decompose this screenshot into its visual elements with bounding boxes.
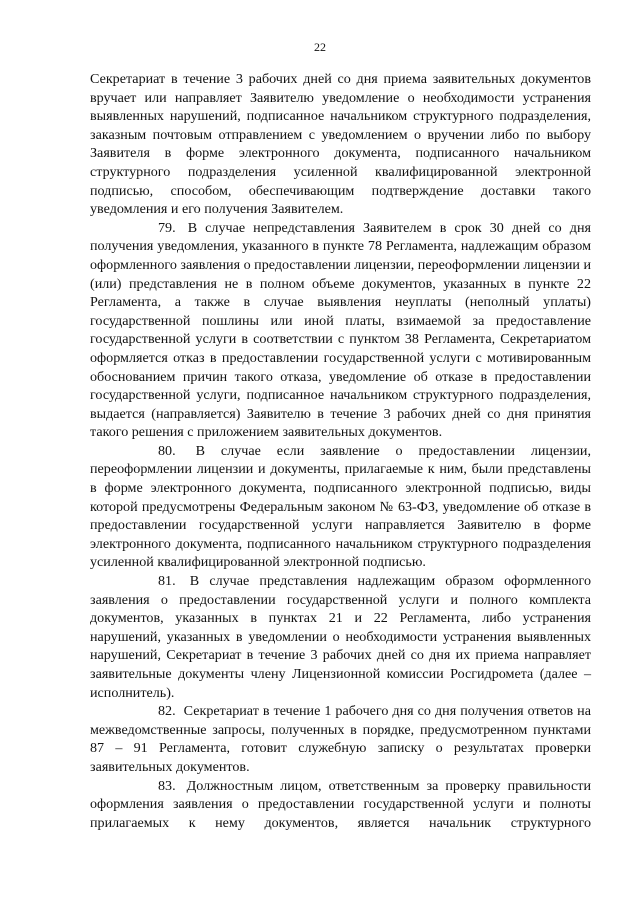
document-body xyxy=(90,70,591,832)
paragraph-number: 83. xyxy=(158,777,176,794)
paragraph-text: В случае представления надлежащим образом оформленного заявления о предоставлении государственной услуги и полного комплекта документов, указанных в пунктах 21 и 22 Регламента, либо устранения нарушений, указанных в уведомлении о необходимости устранения выявленных нарушений, Секретариат в течение 3 рабочих дней со дня их приема направляет заявительные документы члену Лицензионной комиссии Росгидромета (далее – исполнитель). xyxy=(90,573,591,701)
page-number: 22 xyxy=(314,40,326,54)
paragraph-text: Секретариат в течение 3 рабочих дней со дня приема заявительных документов вручает или направляет Заявителю уведомление о необходимости устранения выявленных нарушений, подписанное начальником структурного подразделения, заказным почтовым отправлением с уведомлением о вручении либо по выбору Заявителя в форме электронного документа, подписанного начальником структурного подразделения усиленной квалифицированной электронной подписью, способом, обеспечивающим подтверждение доставки такого уведомления и его получения Заявителем. xyxy=(90,71,591,218)
paragraph-82 xyxy=(90,702,591,776)
paragraph-text: В случае если заявление о предоставлении лицензии, переоформлении лицензии и документы, прилагаемые к ним, были представлены в форме электронного документа, подписанного электронной подписью, виды которой предусмотрены Федеральным законом № 63-ФЗ, уведомление об отказе в предоставлении государственной услуги направляется Заявителю в форме электронного документа, подписанного начальником структурного подразделения усиленной квалифицированной электронной подписью. xyxy=(90,442,591,571)
paragraph-text: Должностным лицом, ответственным за проверку правильности оформления заявления о предоставлении государственной услуги и полноты прилагаемых к нему документов, является начальник структурного xyxy=(90,777,591,831)
paragraph-number: 79. xyxy=(158,219,176,236)
paragraph-number: 82. xyxy=(158,703,176,720)
paragraph-number: 81. xyxy=(158,573,176,590)
paragraph-80 xyxy=(90,442,591,572)
paragraph-81 xyxy=(90,572,591,702)
paragraph-text: Секретариат в течение 1 рабочего дня со дня получения ответов на межведомственные запросы, полученных в порядке, предусмотренном пунктами 87 – 91 Регламента, готовит служебную записку о результатах проверки заявительных документов. xyxy=(90,703,591,775)
paragraph-79 xyxy=(90,219,591,442)
paragraph-number: 80. xyxy=(158,442,176,459)
paragraph-text: В случае непредставления Заявителем в срок 30 дней со дня получения уведомления, указанного в пункте 78 Регламента, надлежащим образом оформленного заявления о предоставлении лицензии, переоформлении лицензии и (или) представления не в полном объеме документов, указанных в пункте 22 Регламента, а также в случае выявления неуплаты (неполный уплаты) государственной пошлины или иной платы, взимаемой за предоставление государственной услуги в соответствии с пунктом 38 Регламента, Секретариатом оформляется отказ в предоставлении государственной услуги с мотивированным обоснованием причин такого отказа, уведомление об отказе в предоставлении государственной услуги, подписанное начальником структурного подразделения, выдается (направляется) Заявителю в течение 3 рабочих дней со дня принятия такого решения с приложением заявительных документов. xyxy=(90,219,591,441)
paragraph-83 xyxy=(90,777,591,833)
paragraph-78-continuation xyxy=(90,70,591,219)
